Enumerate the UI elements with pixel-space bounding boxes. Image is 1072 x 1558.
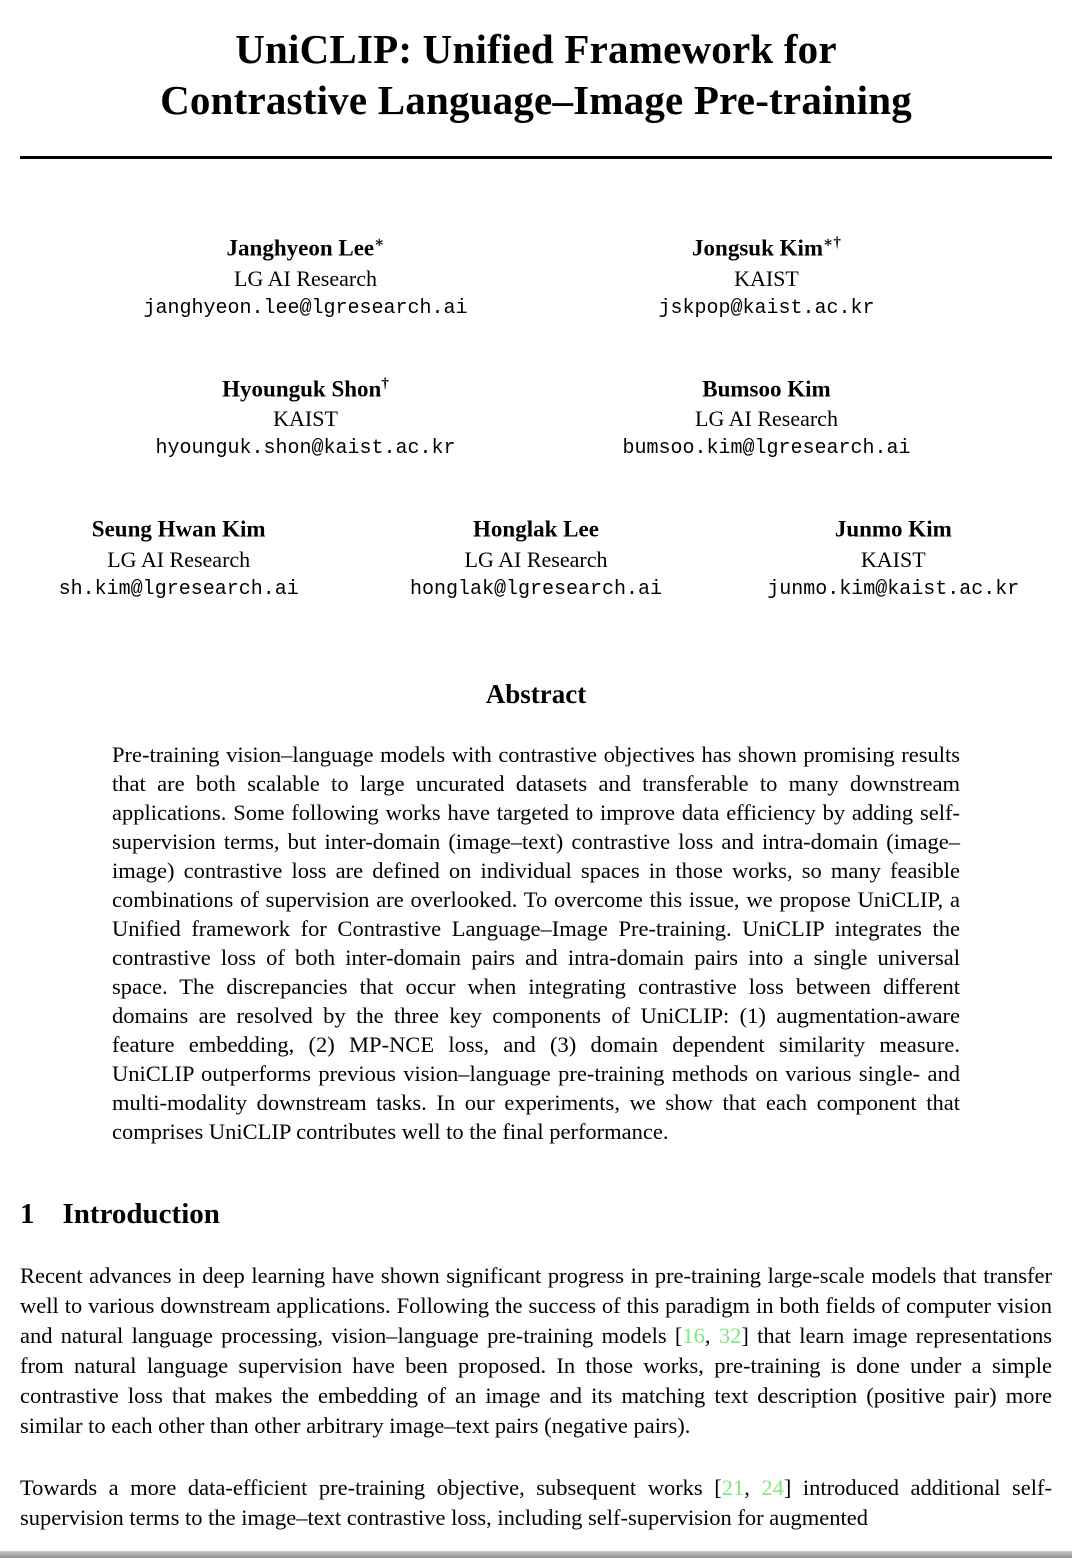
author-name: Seung Hwan Kim: [91, 516, 266, 542]
author-email: junmo.kim@kaist.ac.kr: [767, 577, 1020, 601]
author-card: [536, 229, 997, 322]
author-row-2: [0, 370, 1072, 463]
page-bottom-edge: [0, 1551, 1072, 1558]
author-name: Jongsuk Kim∗†: [692, 235, 841, 261]
intro-paragraph-2: [20, 1473, 1052, 1533]
author-card: [0, 510, 357, 603]
author-affiliation: KAIST: [273, 406, 338, 432]
author-name: Bumsoo Kim: [702, 376, 831, 402]
text-run: Recent advances in deep learning have shown significant progress in pre-training large-scale models that transfer well to various downstream applications. Following the success of this paradigm in both fields of computer vision and natural language processing, vision–language pre-training models [: [20, 1262, 1052, 1348]
author-affiliation: KAIST: [860, 546, 926, 572]
text-run: ] that learn image representations from natural language supervision have been proposed. In those works, pre-training is done under a simple contrastive loss that makes the embedding of an image and its matching text description (positive pair) more similar to each other than other arbitrary image–text pairs (negative pairs).: [20, 1322, 1053, 1438]
paper-title: [0, 24, 1072, 126]
citation-ref[interactable]: 24: [761, 1474, 784, 1500]
section-number: 1: [20, 1197, 35, 1230]
author-card: [75, 229, 536, 322]
author-row-1: [0, 229, 1072, 322]
text-run: ] introduced additional self-supervision terms to the image–text contrastive loss, including self-supervision for augmented: [20, 1474, 1053, 1530]
author-affiliation: LG AI Research: [234, 265, 377, 291]
author-card: [536, 370, 997, 463]
text-run: Towards a more data-efficient pre-training objective, subsequent works [: [20, 1474, 722, 1500]
author-name: Hyounguk Shon†: [222, 375, 389, 402]
abstract-heading: Abstract: [485, 678, 587, 709]
author-card: [715, 510, 1072, 603]
citation-ref[interactable]: 16: [682, 1322, 705, 1348]
author-name: Honglak Lee: [473, 516, 599, 542]
author-affiliation: LG AI Research: [107, 546, 251, 572]
author-name: Janghyeon Lee∗: [226, 235, 385, 261]
text-run: ,: [704, 1322, 719, 1348]
citation-ref[interactable]: 32: [718, 1322, 742, 1348]
author-name: Junmo Kim: [834, 516, 952, 542]
author-card: [75, 370, 536, 463]
author-affiliation: LG AI Research: [695, 406, 838, 432]
author-footnote-mark: ∗: [374, 235, 385, 251]
author-email: hyounguk.shon@kaist.ac.kr: [155, 437, 456, 461]
author-email: janghyeon.lee@lgresearch.ai: [143, 296, 468, 320]
author-email: sh.kim@lgresearch.ai: [58, 577, 299, 601]
text-run: ,: [744, 1474, 762, 1500]
paper-title-line2: Contrastive Language–Image Pre-training: [160, 77, 912, 123]
author-footnote-mark: ∗†: [823, 235, 841, 251]
author-affiliation: KAIST: [734, 265, 799, 291]
author-affiliation: LG AI Research: [464, 546, 608, 572]
section-title: Introduction: [62, 1197, 220, 1230]
author-card: [357, 510, 714, 603]
author-row-3: [0, 510, 1072, 603]
author-block: [0, 229, 1072, 603]
intro-paragraph-1: [20, 1261, 1052, 1441]
author-email: honglak@lgresearch.ai: [409, 577, 663, 601]
paper-title-line1: UniCLIP: Unified Framework for: [235, 26, 837, 72]
title-rule: [20, 156, 1052, 159]
abstract-text: Pre-training vision–language models with contrastive objectives has shown promising results that are both scalable to large uncurated datasets and transferable to many downstream applications. Some following works have targeted to improve data efficiency by adding self-supervision terms, but inter-domain (image–text) contrastive loss and intra-domain (image–image) contrastive loss are defined on individual spaces in those works, so many feasible combinations of supervision are overlooked. To overcome this issue, we propose UniCLIP, a Unified framework for Contrastive Language–Image Pre-training. UniCLIP integrates the contrastive loss of both inter-domain pairs and intra-domain pairs into a single universal space. The discrepancies that occur when integrating contrastive loss between different domains are resolved by the three key components of UniCLIP: (1) augmentation-aware feature embedding, (2) MP-NCE loss, and (3) domain dependent similarity measure. UniCLIP outperforms previous vision–language pre-training methods on various single- and multi-modality downstream tasks. In our experiments, we show that each component that comprises UniCLIP contributes well to the final performance.: [112, 741, 960, 1144]
author-email: bumsoo.kim@lgresearch.ai: [622, 437, 911, 461]
author-email: jskpop@kaist.ac.kr: [658, 296, 875, 320]
section-heading-introduction: [20, 1198, 1052, 1231]
citation-ref[interactable]: 21: [721, 1474, 745, 1500]
author-footnote-mark: †: [381, 375, 389, 392]
